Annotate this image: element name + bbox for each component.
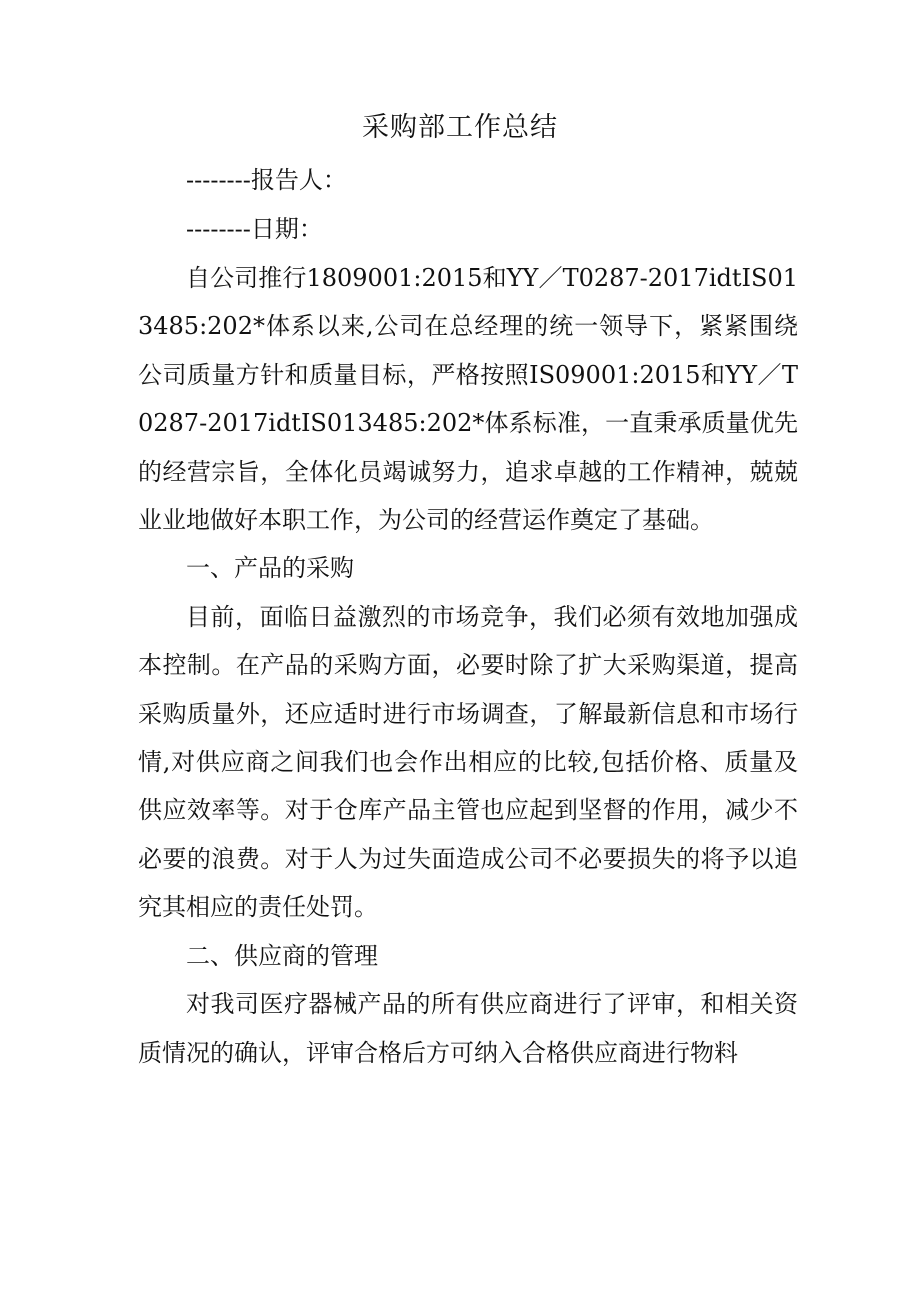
section-heading-supplier-management: 二、供应商的管理 <box>186 941 378 970</box>
intro-paragraph: 自公司推行1809001:2015和YY／T0287-2017idtIS013485:202*体系以来,公司在总经理的统一领导下，紧紧围绕公司质量方针和质量目标，严格按照IS09001:2015和YY／T0287-2017idtIS013485:202*体系标准，一直秉承质量优先的经营宗旨，全体化员竭诚努力，追求卓越的工作精神，兢兢业业地做好本职工作，为公司的经营运作奠定了基础。 <box>138 264 798 535</box>
document-title: 采购部工作总结 <box>362 112 558 143</box>
section-heading-product-procurement: 一、产品的采购 <box>186 554 354 583</box>
date-line: --------日期： <box>186 215 323 243</box>
product-procurement-paragraph: 目前，面临日益激烈的市场竞争，我们必须有效地加强成本控制。在产品的采购方面，必要时除了扩大采购渠道，提高采购质量外，还应适时进行市场调查，了解最新信息和市场行情,对供应商之间我们也会作出相应的比较,包括价格、质量及供应效率等。对于仓库产品主管也应起到坚督的作用，减少不必要的浪费。对于人为过失面造成公司不必要损失的将予以追究其相应的责任处罚。 <box>138 602 798 922</box>
document-body <box>138 254 798 1077</box>
reporter-line: --------报告人： <box>186 166 347 194</box>
supplier-management-paragraph: 对我司医疗器械产品的所有供应商进行了评审，和相关资质情况的确认，评审合格后方可纳入合格供应商进行物料 <box>138 990 798 1067</box>
